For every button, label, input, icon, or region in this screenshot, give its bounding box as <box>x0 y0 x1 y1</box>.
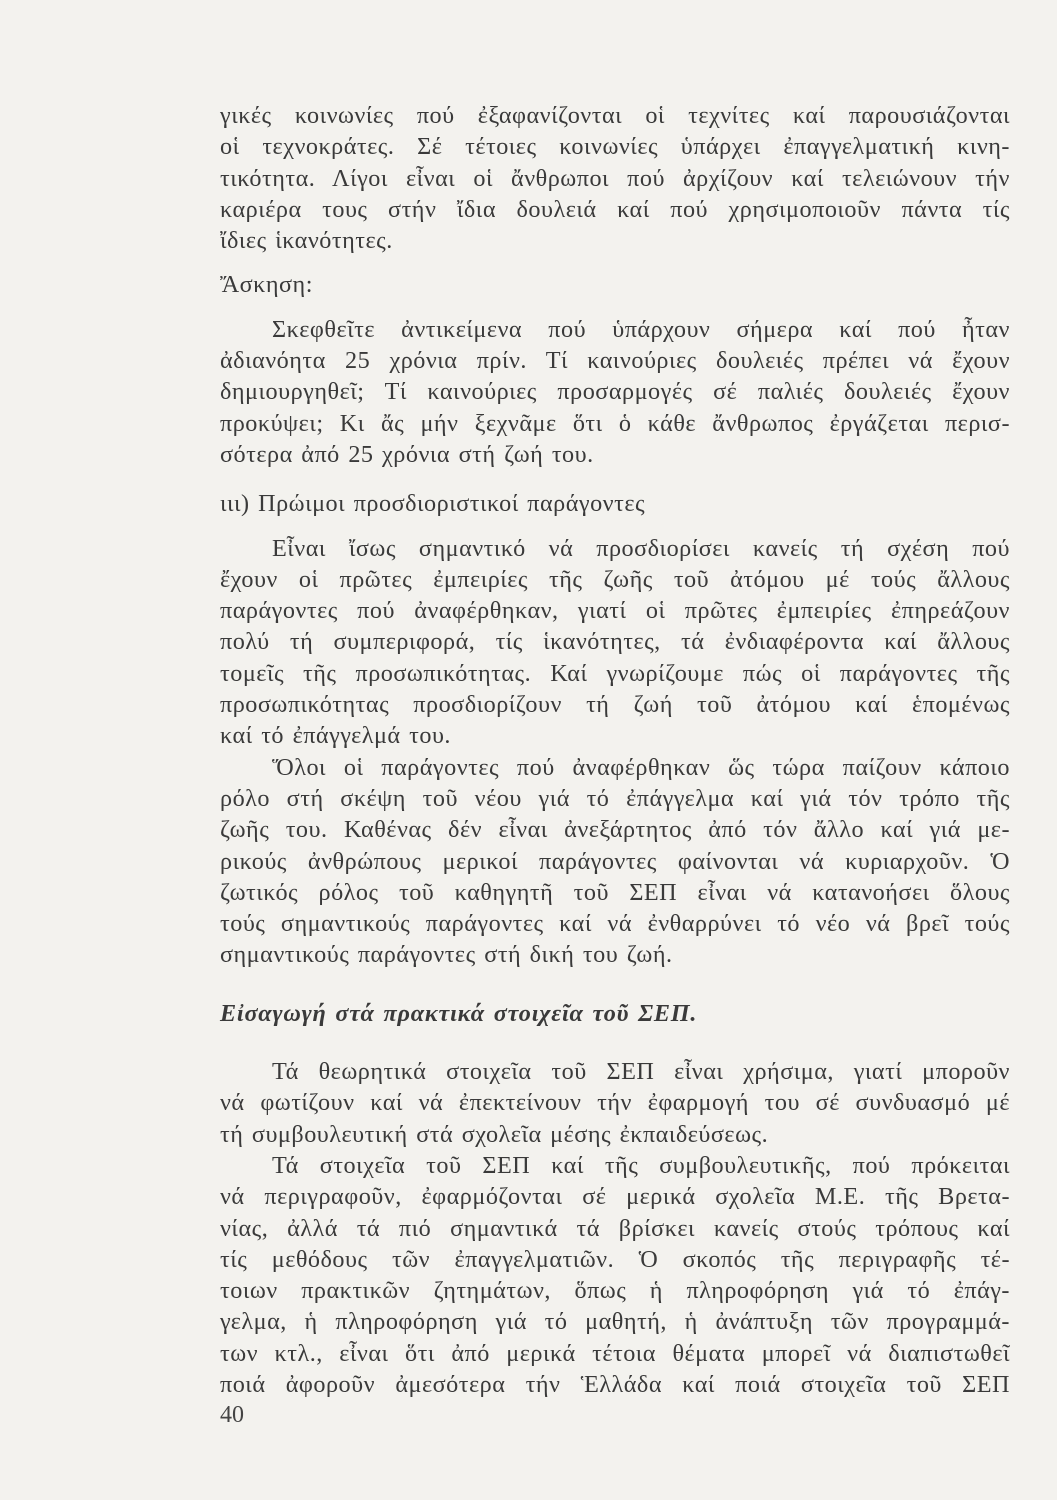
text-line: σότερα ἀπό 25 χρόνια στή ζωή του. <box>220 440 594 468</box>
intro-section <box>220 998 1010 1401</box>
page-number: 40 <box>220 1402 244 1428</box>
text-line: δημιουργηθεῖ; Τί καινούριες προσαρμογές σέ παλιές δουλειές ἔχουν <box>220 378 1010 406</box>
exercise-label: Ἄσκηση: <box>220 271 313 299</box>
text-line: Ὅλοι οἱ παράγοντες πού ἀναφέρθηκαν ὥς τώρα παίζουν κάποιο <box>272 753 1010 781</box>
text-line: καριέρα τους στήν ἴδια δουλειά καί πού χρησιμοποιοῦν πάντα τίς <box>220 195 1010 223</box>
paragraph-opening <box>220 100 1010 256</box>
text-line: ζωτικός ρόλος τοῦ καθηγητῆ τοῦ ΣΕΠ εἶναι νά κατανοήσει ὅλους <box>220 878 1010 906</box>
text-line: ἴδιες ἱκανότητες. <box>220 227 393 255</box>
text-line: ἔχουν οἱ πρῶτες ἐμπειρίες τῆς ζωῆς τοῦ ἀτόμου μέ τούς ἄλλους <box>220 565 1010 593</box>
text-line: νά φωτίζουν καί νά ἐπεκτείνουν τήν ἐφαρμογή του σέ συνδυασμό μέ <box>220 1089 1010 1117</box>
text-line: τομεῖς τῆς προσωπικότητας. Καί γνωρίζουμε πώς οἱ παράγοντες τῆς <box>220 659 1010 687</box>
text-line: ἀδιανόητα 25 χρόνια πρίν. Τί καινούριες δουλειές πρέπει νά ἔχουν <box>220 347 1010 375</box>
text-line: καί τό ἐπάγγελμά του. <box>220 722 451 750</box>
text-line: προσωπικότητας προσδιορίζουν τή ζωή τοῦ ἀτόμου καί ἑπομένως <box>220 691 1010 719</box>
text-line: γικές κοινωνίες πού ἐξαφανίζονται οἱ τεχνίτες καί παρουσιάζονται <box>220 102 1010 129</box>
text-line: Σκεφθεῖτε ἀντικείμενα πού ὑπάρχουν σήμερα καί πού ἦταν <box>272 315 1010 343</box>
text-line: Τά στοιχεῖα τοῦ ΣΕΠ καί τῆς συμβουλευτικῆς, πού πρόκειται <box>272 1151 1010 1179</box>
text-line: τικότητα. Λίγοι εἶναι οἱ ἄνθρωποι πού ἀρχίζουν καί τελειώνουν τήν <box>220 164 1010 192</box>
text-line: παράγοντες πού ἀναφέρθηκαν, γιατί οἱ πρῶτες ἐμπειρίες ἐπηρεάζουν <box>220 597 1010 625</box>
text-line: νά περιγραφοῦν, ἐφαρμόζονται σέ μερικά σχολεῖα Μ.Ε. τῆς Βρετα- <box>220 1183 1010 1211</box>
section-title: ιιι) Πρώιμοι προσδιοριστικοί παράγοντες <box>220 490 646 518</box>
page-text-block <box>220 100 1010 1400</box>
text-line: των κτλ., εἶναι ὅτι ἀπό μερικά τέτοια θέματα μπορεῖ νά διαπιστωθεῖ <box>220 1339 1010 1367</box>
text-line: προκύψει; Κι ἄς μήν ξεχνᾶμε ὅτι ὁ κάθε ἄνθρωπος ἐργάζεται περισ- <box>220 409 1010 437</box>
text-line: Τά θεωρητικά στοιχεῖα τοῦ ΣΕΠ εἶναι χρήσιμα, γιατί μποροῦν <box>272 1058 1010 1086</box>
text-line: τή συμβουλευτική στά σχολεῖα μέσης ἐκπαιδεύσεως. <box>220 1120 769 1148</box>
text-line: τίς μεθόδους τῶν ἐπαγγελματιῶν. Ὁ σκοπός τῆς περιγραφῆς τέ- <box>220 1245 1010 1273</box>
text-line: ποιά ἀφοροῦν ἀμεσότερα τήν Ἑλλάδα καί ποιά στοιχεῖα τοῦ ΣΕΠ <box>220 1370 1010 1398</box>
text-line: τούς σημαντικούς παράγοντες καί νά ἐνθαρρύνει τό νέο νά βρεῖ τούς <box>220 910 1010 938</box>
text-line: πολύ τή συμπεριφορά, τίς ἱκανότητες, τά ἐνδιαφέροντα καί ἄλλους <box>220 628 1010 656</box>
text-line: τοιων πρακτικῶν ζητημάτων, ὅπως ἡ πληροφόρηση γιά τό ἐπάγ- <box>220 1277 1010 1305</box>
text-line: ζωῆς του. Καθένας δέν εἶναι ἀνεξάρτητος ἀπό τόν ἄλλο καί γιά με- <box>220 816 1010 844</box>
text-line: ρόλο στή σκέψη τοῦ νέου γιά τό ἐπάγγελμα καί γιά τόν τρόπο τῆς <box>220 784 1010 812</box>
section-iii <box>220 488 1010 970</box>
text-line: νίας, ἀλλά τά πιό σημαντικά τά βρίσκει κανείς στούς τρόπους καί <box>220 1214 1010 1242</box>
text-line: οἱ τεχνοκράτες. Σέ τέτοιες κοινωνίες ὑπάρχει ἐπαγγελματική κινη- <box>220 133 1010 161</box>
text-line: σημαντικούς παράγοντες στή δική του ζωή. <box>220 941 673 969</box>
section-heading: Εἰσαγωγή στά πρακτικά στοιχεῖα τοῦ ΣΕΠ. <box>220 999 698 1027</box>
text-line: Εἶναι ἴσως σημαντικό νά προσδιορίσει κανείς τή σχέση πού <box>272 534 1010 562</box>
exercise-block <box>220 269 1010 470</box>
text-line: ρικούς ἀνθρώπους μερικοί παράγοντες φαίνονται νά κυριαρχοῦν. Ὁ <box>220 847 1010 875</box>
text-line: γελμα, ἡ πληροφόρηση γιά τό μαθητή, ἡ ἀνάπτυξη τῶν προγραμμά- <box>220 1308 1010 1336</box>
